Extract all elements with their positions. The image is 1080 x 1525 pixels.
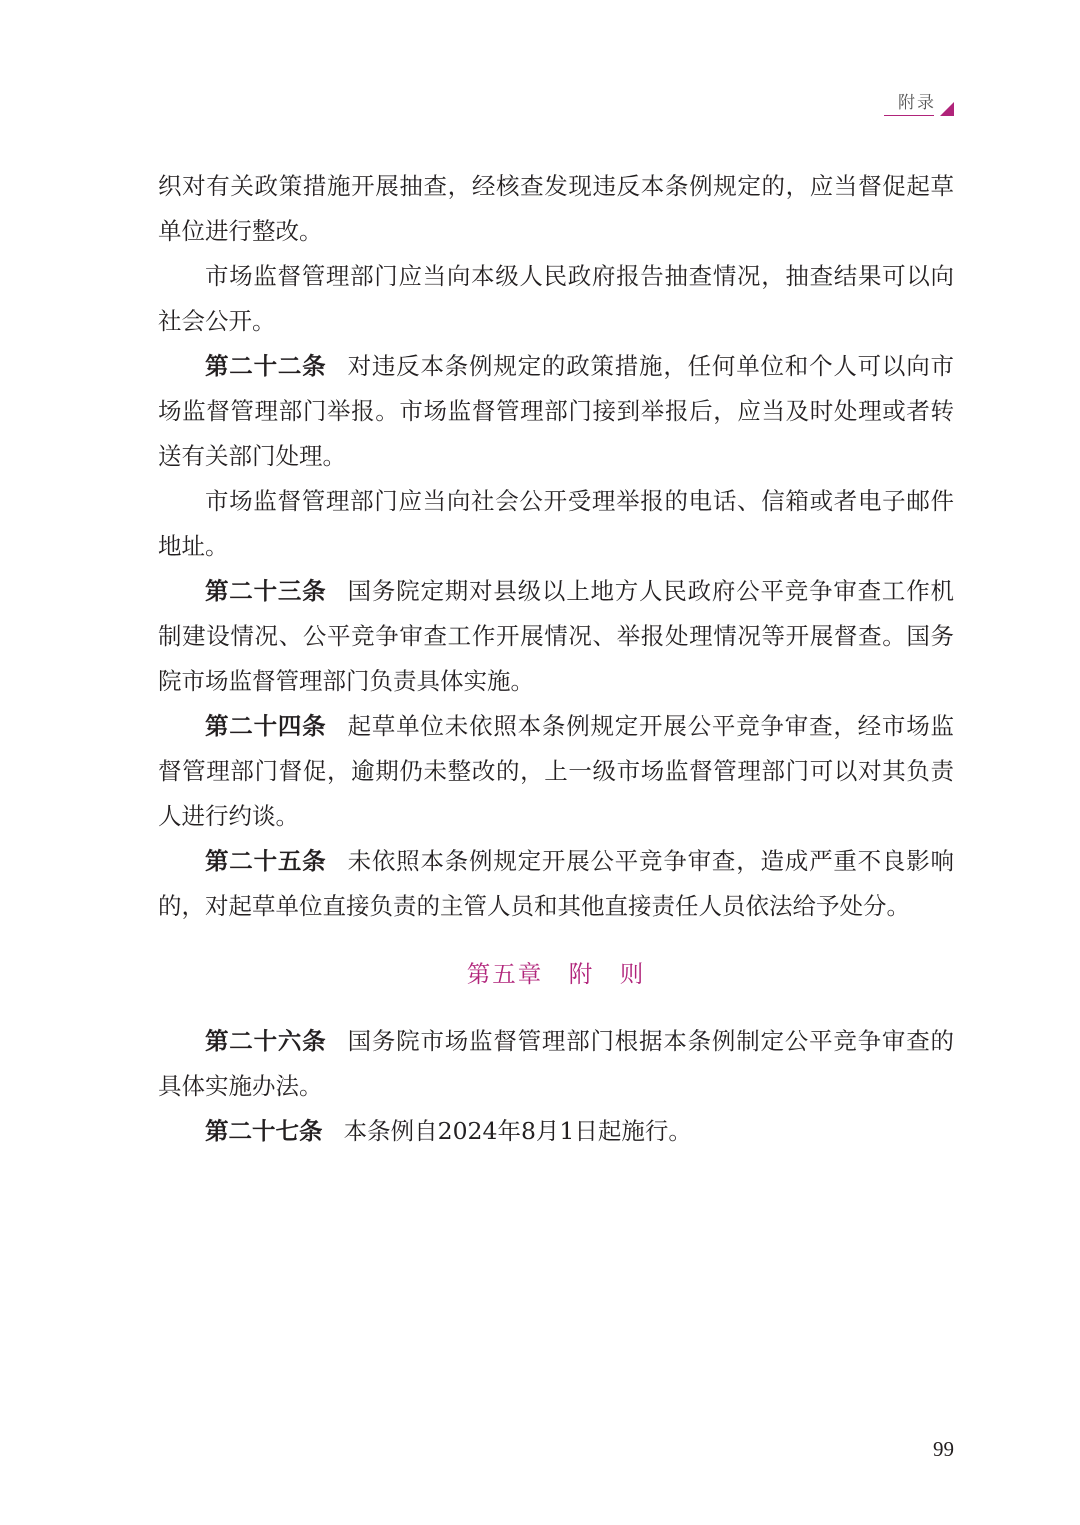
paragraph-text: 织对有关政策措施开展抽查，经核查发现违反本条例规定的，应当督促起草单位进行整改。 xyxy=(158,172,954,245)
article-number: 第二十四条 xyxy=(205,712,327,740)
article-number: 第二十五条 xyxy=(205,847,327,875)
corner-triangle-icon xyxy=(940,102,954,116)
article-24 xyxy=(158,704,954,839)
article-number: 第二十七条 xyxy=(205,1117,323,1145)
paragraph-text: 市场监督管理部门应当向社会公开受理举报的电话、信箱或者电子邮件地址。 xyxy=(158,487,954,560)
article-number: 第二十三条 xyxy=(205,577,327,605)
paragraph xyxy=(158,254,954,344)
header-rule xyxy=(884,115,934,116)
article-22 xyxy=(158,344,954,479)
paragraph xyxy=(158,164,954,254)
page-body xyxy=(158,164,954,1154)
page-number: 99 xyxy=(933,1437,954,1461)
article-27 xyxy=(158,1109,954,1154)
running-header xyxy=(884,88,956,120)
paragraph-text: 市场监督管理部门应当向本级人民政府报告抽查情况，抽查结果可以向社会公开。 xyxy=(158,262,954,335)
paragraph-text: 起草单位未依照本条例规定开展公平竞争审查，经市场监督管理部门督促，逾期仍未整改的，上一级市场监督管理部门可以对其负责人进行约谈。 xyxy=(158,712,955,830)
paragraph-text: 国务院定期对县级以上地方人民政府公平竞争审查工作机制建设情况、公平竞争审查工作开展情况、举报处理情况等开展督查。国务院市场监督管理部门负责具体实施。 xyxy=(158,577,955,695)
article-number: 第二十二条 xyxy=(205,352,327,380)
paragraph-text: 对违反本条例规定的政策措施，任何单位和个人可以向市场监督管理部门举报。市场监督管理部门接到举报后，应当及时处理或者转送有关部门处理。 xyxy=(158,352,955,470)
chapter-heading: 第五章 附 则 xyxy=(466,960,646,988)
article-26 xyxy=(158,1019,954,1109)
article-number: 第二十六条 xyxy=(205,1027,327,1055)
paragraph-text: 本条例自2024年8月1日起施行。 xyxy=(343,1117,692,1145)
paragraph xyxy=(158,479,954,569)
paragraph-text: 未依照本条例规定开展公平竞争审查，造成严重不良影响的，对起草单位直接负责的主管人员和其他直接责任人员依法给予处分。 xyxy=(158,847,955,920)
article-25 xyxy=(158,839,954,929)
section-label: 附录 xyxy=(898,93,936,113)
article-23 xyxy=(158,569,954,704)
paragraph-text: 国务院市场监督管理部门根据本条例制定公平竞争审查的具体实施办法。 xyxy=(158,1027,955,1100)
